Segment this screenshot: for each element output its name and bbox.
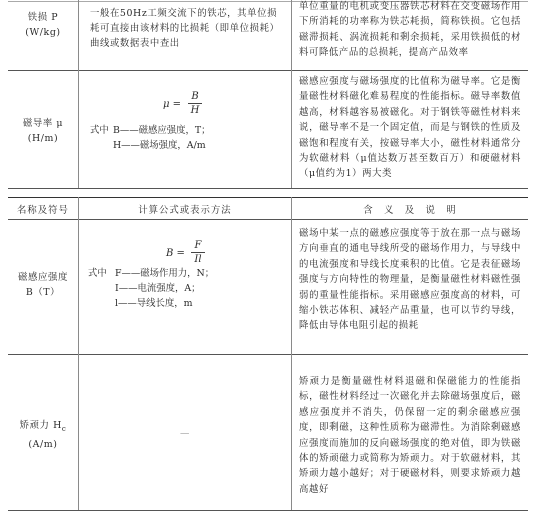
row-iron-loss-explain: 单位重量的电机或变压器铁芯材料在交变磁场作用下所消耗的功率称为铁芯耗损，简称铁损。它包括磁滞损耗、涡流损耗和剩余损耗，采用铁损低的材料可降低产品的总损耗，提高产品效率 — [299, 1, 521, 59]
header-formula: 计算公式或表示方法 — [138, 205, 232, 216]
table-rule — [8, 219, 528, 220]
variable-definition: B——磁感应强度，T； — [113, 125, 211, 136]
column-rule — [78, 197, 79, 510]
symbol-subscript: c — [61, 424, 67, 433]
unit-label: (A/m) — [28, 438, 58, 450]
table-rule — [8, 70, 528, 71]
formula-numerator: F — [194, 240, 202, 251]
row-permeability-explain: 磁感应强度与磁场强度的比值称为磁导率。它是衡量磁性材料磁化难易程度的性能指标。磁导率数值越高，材料越容易被磁化。对于钢铁等磁性材料来说，磁导率不是一个固定值，而是与钢铁的性质及磁饱和程度有关，按磁导率大小，磁性材料通常分为软磁材料（μ值达数万甚至数百万）和硬磁材料（μ值约为1）两大类 — [299, 76, 521, 180]
fraction-bar — [191, 252, 205, 253]
unit-label: B（T） — [25, 287, 61, 298]
symbol-text: 矫顽力 H — [19, 420, 62, 431]
formula-fraction — [191, 240, 205, 265]
header-name-symbol: 名称及符号 — [17, 205, 69, 216]
column-rule — [78, 0, 79, 188]
header-explanation: 含 义 及 说 明 — [363, 205, 457, 216]
formula-denominator: Il — [194, 254, 202, 265]
formula-lhs: μ = — [163, 99, 182, 110]
row-coercivity-explain: 矫顽力是衡量磁性材料退磁和保磁能力的性能指标，磁性材料经过一次磁化并去除磁场强度后，磁感应强度并不消失，仍保留一定的剩余磁感应强度，即剩磁，这种性质称为磁滞性。为消除剩磁感应强度而施加的反向磁场强度的绝对值，即为铁磁体的矫顽磁力或简称为矫顽力。对于软磁材料，其矫顽力越小越好；对于硬磁材料，则要求矫顽力越高越好 — [299, 376, 521, 495]
table-rule — [8, 188, 528, 189]
table-rule — [8, 197, 528, 198]
row-permeability-name — [10, 116, 76, 146]
table-rule — [8, 510, 528, 511]
variable-definition: F——磁场作用力，N； — [115, 268, 215, 279]
symbol-label: 磁感应强度 — [18, 272, 68, 283]
formula-lhs: B = — [166, 248, 185, 259]
row-iron-loss-name — [10, 10, 76, 40]
variable-list — [115, 266, 290, 311]
variable-definition: H——磁场强度，A/m — [113, 140, 206, 151]
where-label: 式中 — [88, 268, 107, 279]
symbol-label: 磁导率 μ — [22, 118, 64, 129]
formula-numerator: B — [191, 91, 199, 102]
formula-fraction — [188, 91, 202, 116]
variable-definition: l——导线长度，m — [115, 298, 193, 309]
unit-label: (W/kg) — [25, 27, 61, 38]
column-rule — [291, 0, 292, 188]
where-label: 式中 — [90, 125, 109, 136]
fraction-bar — [188, 103, 202, 104]
row-induction-name — [10, 270, 76, 300]
variable-list — [113, 123, 288, 153]
column-rule — [291, 197, 292, 510]
formula-denominator: H — [190, 105, 200, 116]
unit-label: (H/m) — [27, 133, 59, 144]
row-iron-loss-method: 一般在50Hz工频交流下的铁芯，其单位损耗可直接由该材料的比损耗（即单位损耗）曲线或数据表中查出 — [90, 8, 280, 50]
row-coercivity-name — [10, 418, 76, 452]
symbol-label: 铁损 P — [27, 12, 59, 23]
row-induction-explain: 磁场中某一点的磁感应强度等于放在那一点与磁场方向垂直的通电导线所受的磁场作用力，与导线中的电流强度和导线长度乘积的比值。它是表征磁场强度与方向特性的物理量，是衡量磁性材料磁性强弱的重量性能指标。采用磁感应强度高的材料，可缩小铁芯体积、减轻产品重量，也可以节约导线，降低由导体电阻引起的损耗 — [299, 228, 521, 332]
table-rule — [8, 354, 528, 355]
variable-definition: I——电流强度，A； — [115, 283, 201, 294]
empty-formula-dash: — — [180, 428, 190, 439]
symbol-label — [10, 418, 76, 437]
